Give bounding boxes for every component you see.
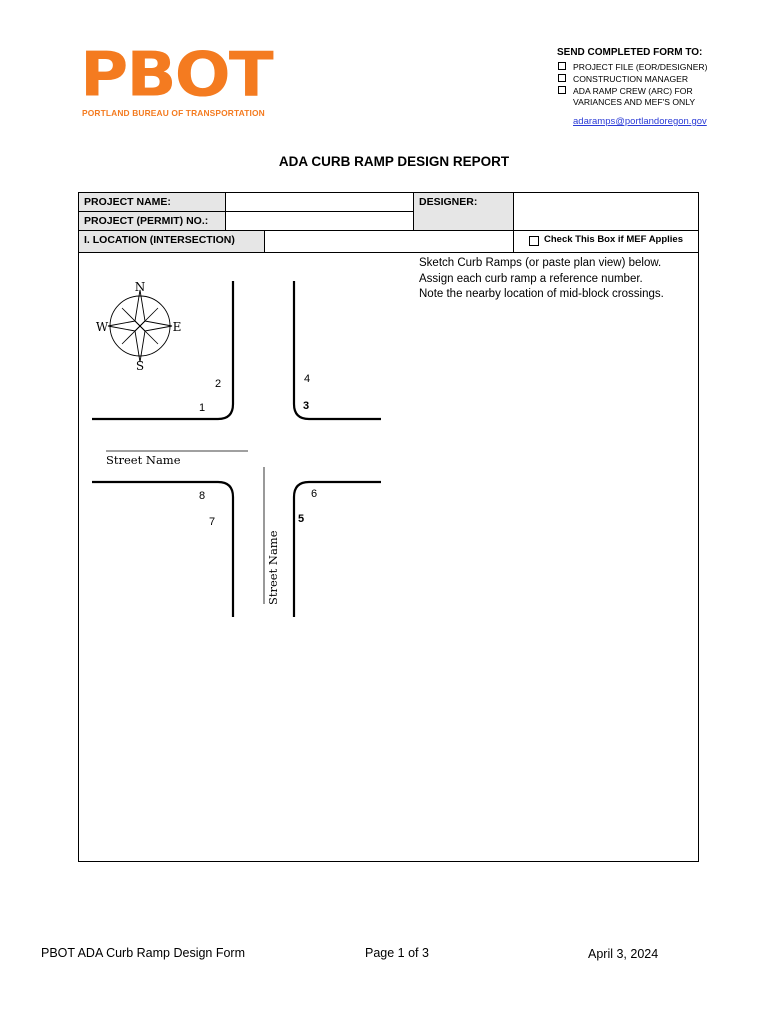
curb-sw [92, 482, 233, 617]
compass-w: W [95, 320, 109, 334]
ramp-number: 7 [209, 516, 216, 528]
footer-page-number: Page 1 of 3 [365, 946, 429, 960]
email-link[interactable]: adaramps@portlandoregon.gov [573, 116, 707, 127]
logo-subtitle: PORTLAND BUREAU OF TRANSPORTATION [82, 108, 265, 118]
compass-s: S [135, 359, 145, 373]
project-file-label: PROJECT FILE (EOR/DESIGNER) [573, 62, 708, 72]
curb-ne [294, 281, 381, 419]
ramp-number: 2 [215, 378, 222, 390]
project-name-label-text: PROJECT NAME: [84, 196, 171, 208]
compass-n: N [134, 280, 146, 294]
logo-wordmark: PBOT [80, 38, 272, 111]
instruction-line: Note the nearby location of mid-block crossings. [419, 288, 664, 300]
ramp-number: 4 [304, 373, 311, 385]
curb-se [294, 482, 381, 617]
permit-label-text: PROJECT (PERMIT) NO.: [84, 215, 209, 227]
street-name-horizontal: Street Name [106, 453, 181, 467]
ada-ramp-crew-continuation: VARIANCES AND MEF'S ONLY [573, 97, 696, 107]
instruction-line: Assign each curb ramp a reference number. [419, 272, 643, 285]
form-title: ADA CURB RAMP DESIGN REPORT [278, 154, 510, 169]
street-name-vertical: Street Name [266, 530, 280, 605]
ramp-number: 3 [303, 400, 310, 412]
ada-ramp-crew-label: ADA RAMP CREW (ARC) FOR [573, 86, 693, 96]
location-label-text: I. LOCATION (INTERSECTION) [84, 234, 235, 246]
compass-e: E [172, 320, 182, 334]
mef-label: Check This Box if MEF Applies [544, 234, 684, 245]
designer-label-text: DESIGNER: [419, 196, 478, 208]
footer-form-name: PBOT ADA Curb Ramp Design Form [41, 946, 246, 960]
ramp-number: 8 [199, 490, 206, 502]
ramp-number: 6 [311, 488, 318, 500]
send-heading: SEND COMPLETED FORM TO: [557, 47, 703, 58]
ramp-number: 5 [298, 513, 305, 525]
footer-date: April 3, 2024 [588, 947, 659, 961]
curb-nw [92, 281, 233, 419]
compass-icon [96, 280, 182, 373]
construction-manager-label: CONSTRUCTION MANAGER [573, 74, 689, 84]
instruction-line: Sketch Curb Ramps (or paste plan view) below. [419, 257, 662, 269]
ramp-number: 1 [199, 402, 206, 414]
